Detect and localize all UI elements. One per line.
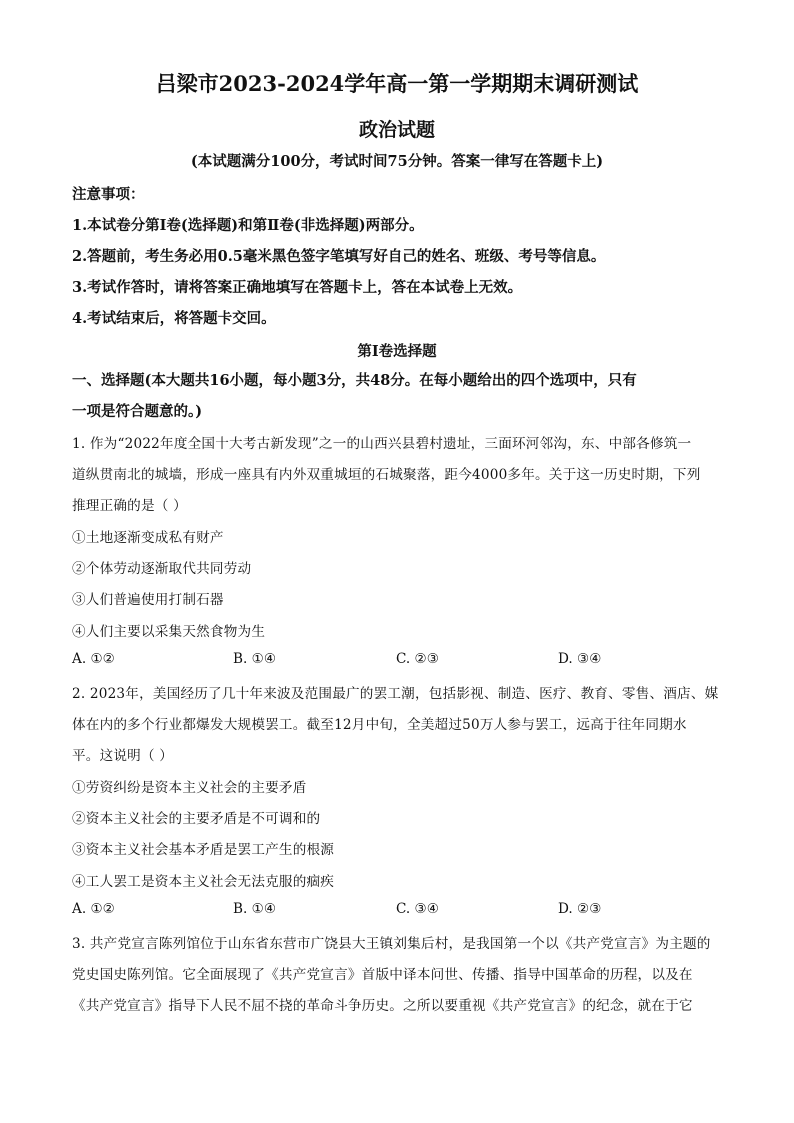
question-1-statement: ③人们普遍使用打制石器: [72, 592, 224, 608]
question-2-statement: ③资本主义社会基本矛盾是罢工产生的根源: [72, 842, 335, 858]
question-1-option-c: C. ②③: [396, 651, 439, 667]
question-2-option-c: C. ③④: [396, 901, 439, 917]
question-2-option-d: D. ②③: [558, 901, 602, 917]
exam-title: 吕梁市2023-2024学年高一第一学期期末调研测试: [155, 71, 639, 96]
question-1-option-b: B. ①④: [233, 651, 277, 667]
question-1-statement: ①土地逐渐变成私有财产: [72, 530, 224, 546]
question-1-text: 道纵贯南北的城墙，形成一座具有内外双重城垣的石城聚落，距今4000多年。关于这一历史时期，下列: [72, 467, 701, 483]
question-1-statement: ②个体劳动逐渐取代共同劳动: [72, 561, 252, 577]
question-2-text: 2. 2023年，美国经历了几十年来波及范围最广的罢工潮，包括影视、制造、医疗、教育、零售、酒店、媒: [72, 686, 719, 702]
note-item: 4.考试结束后，将答题卡交回。: [72, 310, 276, 327]
question-2-statement: ②资本主义社会的主要矛盾是不可调和的: [72, 811, 321, 827]
section-title: 第Ⅰ卷选择题: [357, 343, 437, 360]
question-1-option-d: D. ③④: [558, 651, 602, 667]
question-3-text: 3. 共产党宣言陈列馆位于山东省东营市广饶县大王镇刘集后村，是我国第一个以《共产党宣言》为主题的: [72, 936, 711, 952]
notes-heading: 注意事项：: [72, 186, 145, 203]
question-2-option-b: B. ①④: [233, 901, 277, 917]
section-instruction: 一、选择题(本大题共16小题，每小题3分，共48分。在每小题给出的四个选项中，只有: [72, 372, 637, 389]
exam-info: (本试题满分100分，考试时间75分钟。答案一律写在答题卡上): [190, 153, 604, 170]
question-2-statement: ①劳资纠纷是资本主义社会的主要矛盾: [72, 780, 307, 796]
note-item: 3.考试作答时，请将答案正确地填写在答题卡上，答在本试卷上无效。: [72, 279, 523, 296]
question-3-text: 《共产党宣言》指导下人民不屈不挠的革命斗争历史。之所以要重视《共产党宣言》的纪念，就在于它: [72, 998, 693, 1014]
subject-title: 政治试题: [358, 119, 435, 141]
note-item: 1.本试卷分第Ⅰ卷(选择题)和第Ⅱ卷(非选择题)两部分。: [72, 217, 424, 234]
question-2-text: 体在内的多个行业都爆发大规模罢工。截至12月中旬，全美超过50万人参与罢工，远高于往年同期水: [72, 717, 687, 733]
question-1-text: 1. 作为“2022年度全国十大考古新发现”之一的山西兴县碧村遗址，三面环河邻沟，东、中部各修筑一: [72, 436, 692, 452]
question-2-text: 平。这说明（ ）: [72, 748, 174, 764]
question-1-statement: ④人们主要以采集天然食物为生: [72, 624, 266, 640]
question-1-text: 推理正确的是（ ）: [72, 498, 187, 514]
note-item: 2.答题前，考生务必用0.5毫米黑色签字笔填写好自己的姓名、班级、考号等信息。: [72, 248, 606, 265]
question-2-statement: ④工人罢工是资本主义社会无法克服的痼疾: [72, 874, 335, 890]
question-2-option-a: A. ①②: [72, 901, 115, 917]
section-instruction: 一项是符合题意的。): [72, 403, 203, 420]
question-1-option-a: A. ①②: [72, 651, 115, 667]
question-3-text: 党史国史陈列馆。它全面展现了《共产党宣言》首版中译本问世、传播、指导中国革命的历程，以及在: [72, 967, 693, 983]
